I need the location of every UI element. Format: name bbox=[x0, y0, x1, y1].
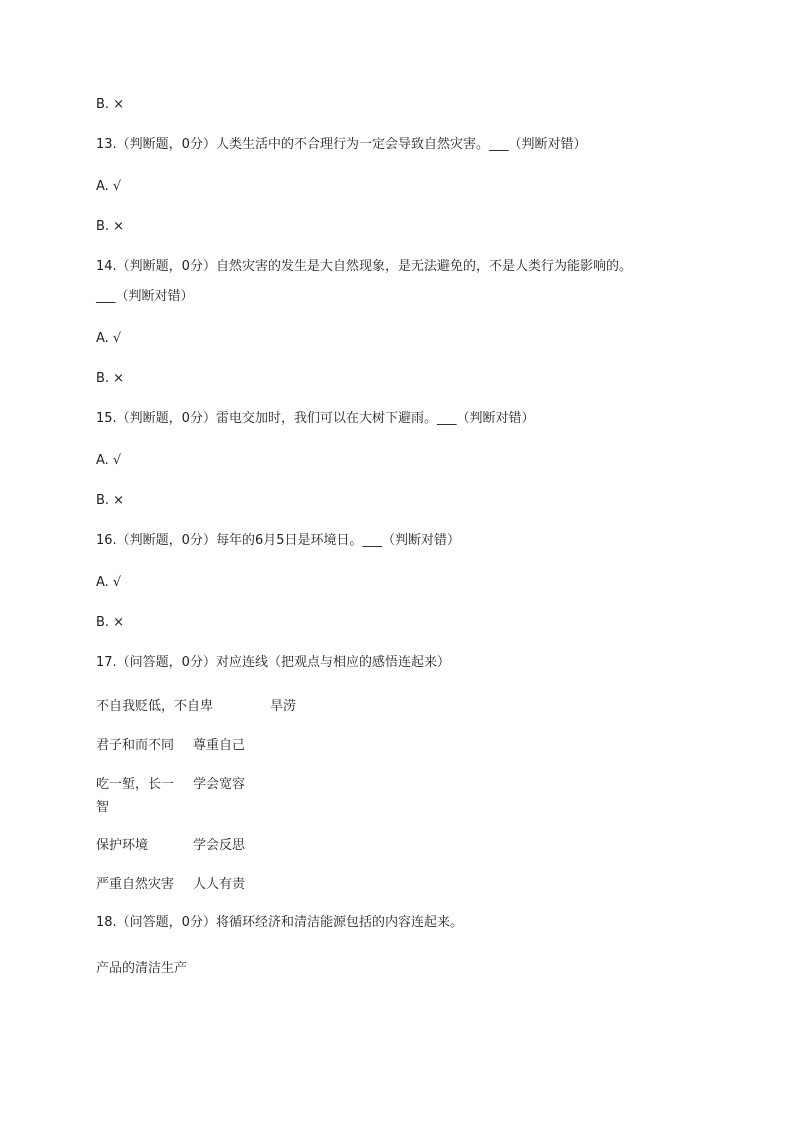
match-left-cell: 严重自然灾害 bbox=[96, 877, 175, 892]
match-right-cell: 人人有责 bbox=[193, 877, 246, 892]
q16-option-a: A. √ bbox=[96, 575, 122, 590]
match-left-cell: 保护环境 bbox=[96, 838, 149, 853]
q18-question: 18.（问答题，0分）将循环经济和清洁能源包括的内容连起来。 bbox=[96, 915, 463, 930]
match-left-cell-cont: 智 bbox=[96, 800, 110, 815]
q12-option-b: B. × bbox=[96, 97, 125, 112]
q16-question: 16.（判断题，0分）每年的6月5日是环境日。___（判断对错） bbox=[96, 533, 460, 548]
match-left-cell: 吃一堑，长一 bbox=[96, 777, 175, 792]
match-right-cell: 学会宽容 bbox=[193, 777, 246, 792]
match-right-cell: 旱涝 bbox=[270, 699, 297, 714]
match-right-cell: 学会反思 bbox=[193, 838, 246, 853]
match-left-cell: 不自我贬低，不自卑 bbox=[96, 699, 214, 714]
match-left-cell: 君子和而不同 bbox=[96, 738, 175, 753]
q15-question: 15.（判断题，0分）雷电交加时，我们可以在大树下避雨。___（判断对错） bbox=[96, 411, 535, 426]
q15-option-a: A. √ bbox=[96, 453, 122, 468]
q16-option-b: B. × bbox=[96, 615, 125, 630]
q14-option-b: B. × bbox=[96, 371, 125, 386]
q14-question: 14.（判断题，0分）自然灾害的发生是大自然现象，是无法避免的，不是人类行为能影响的。 bbox=[96, 259, 632, 274]
q13-question: 13.（判断题，0分）人类生活中的不合理行为一定会导致自然灾害。___（判断对错） bbox=[96, 137, 587, 152]
q15-option-b: B. × bbox=[96, 493, 125, 508]
q18-item: 产品的清洁生产 bbox=[96, 961, 188, 976]
match-right-cell: 尊重自己 bbox=[193, 738, 246, 753]
q13-option-a: A. √ bbox=[96, 179, 122, 194]
q14-option-a: A. √ bbox=[96, 331, 122, 346]
q13-option-b: B. × bbox=[96, 219, 125, 234]
q17-question: 17.（问答题，0分）对应连线（把观点与相应的感悟连起来） bbox=[96, 655, 450, 670]
q14-question-cont: ___（判断对错） bbox=[96, 289, 194, 304]
